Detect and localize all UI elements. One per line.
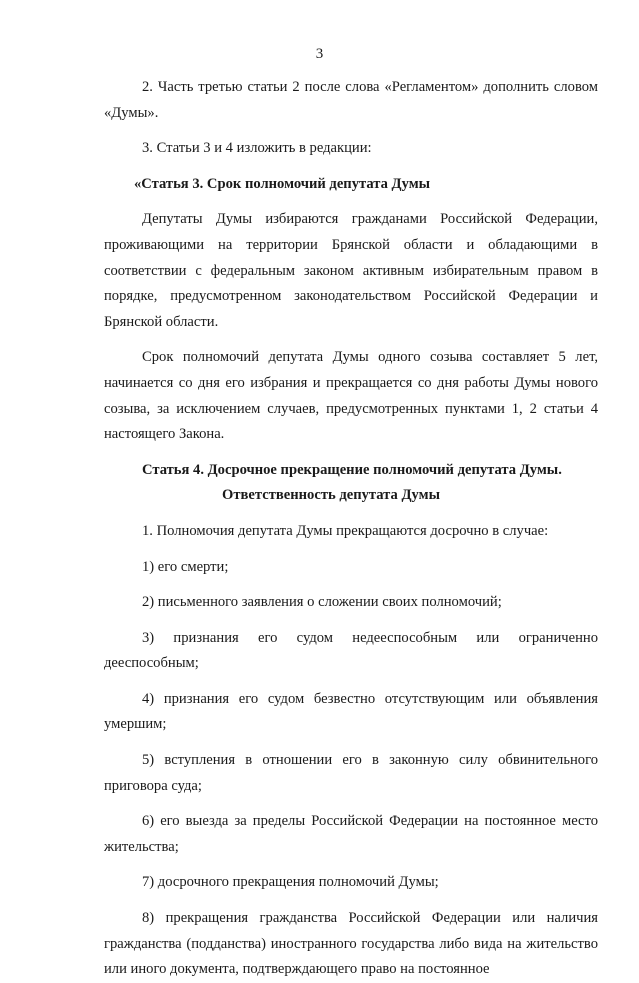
paragraph-amend-part3: 2. Часть третью статьи 2 после слова «Регламентом» дополнить словом «Думы». (104, 79, 598, 121)
list-item-2: 2) письменного заявления о сложении своих полномочий; (142, 594, 502, 611)
article-4-title (104, 458, 598, 509)
list-item-7: 7) досрочного прекращения полномочий Думы; (142, 874, 439, 891)
list-item-1: 1) его смерти; (142, 558, 229, 575)
paragraph-deputies-elected: Депутаты Думы избираются гражданами Российской Федерации, проживающими на территории Брянской области и обладающими в соответствии с федеральным законом активным избирательным правом в порядке, предусмотренном законодательством Российской Федерации и Брянской области. (104, 211, 598, 330)
list-item-6: 6) его выезда за пределы Российской Федерации на постоянное место жительства; (104, 813, 598, 855)
page-number: 3 (315, 46, 324, 62)
list-item-8: 8) прекращения гражданства Российской Федерации или наличия гражданства (подданства) иностранного государства либо вида на жительство или иного документа, подтверждающего право на постоянное (104, 910, 598, 978)
article-4-title-line1: Статья 4. Досрочное прекращение полномочий депутата Думы. (142, 461, 562, 478)
paragraph-early-termination: 1. Полномочия депутата Думы прекращаются досрочно в случае: (142, 522, 549, 539)
document-body (104, 75, 598, 983)
list-item-4: 4) признания его судом безвестно отсутствующим или объявления умершим; (104, 690, 598, 733)
article-4-title-line2: Ответственность депутата Думы (222, 487, 440, 504)
article-3-title: «Статья 3. Срок полномочий депутата Думы (134, 175, 431, 192)
list-item-5: 5) вступления в отношении его в законную силу обвинительного приговора суда; (104, 752, 598, 794)
paragraph-articles-redaction: 3. Статьи 3 и 4 изложить в редакции: (142, 140, 372, 157)
list-item-3: 3) признания его судом недееспособным или ограниченно дееспособным; (104, 629, 598, 672)
paragraph-term-of-office: Срок полномочий депутата Думы одного созыва составляет 5 лет, начинается со дня его избрания и прекращается со дня работы Думы нового созыва, за исключением случаев, предусмотренных пунктами 1, 2 статьи 4 настоящего Закона. (104, 349, 598, 443)
